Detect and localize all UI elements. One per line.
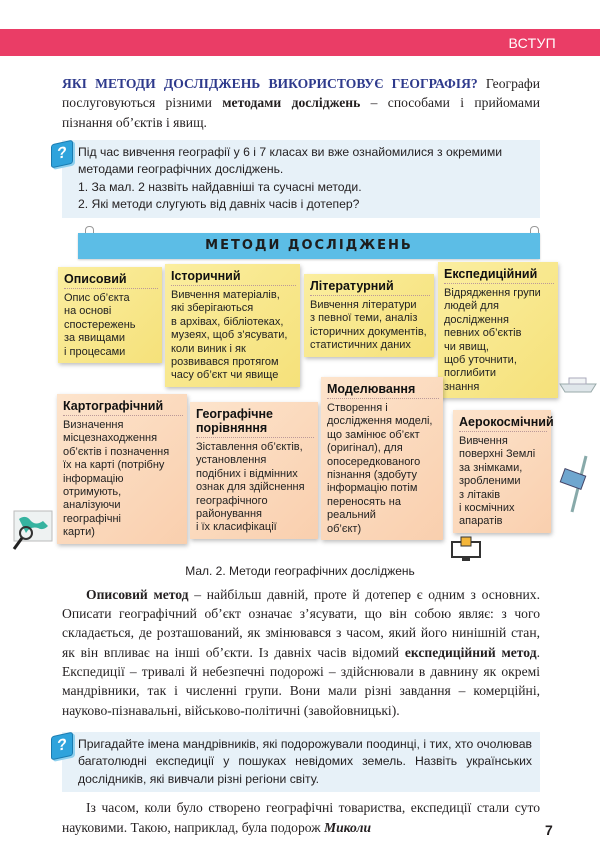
note-text: Визначення місцезнаходження об’єктів і позначення їх на карті (потрібну інформацію отримують, аналізуючи географічні карти) [63,418,170,539]
question-line: Під час вивчення географії у 6 і 7 класах ви вже ознайомилися з окремими методами географічних досліджень. [78,144,503,177]
note-modeling [321,377,443,540]
note-text: Зіставлення об’єктів, установлення подібних і відмінних ознак для здійснення географічного районування і їх класифікації [196,440,305,534]
question-icon: ? [51,140,73,169]
question-box-1 [57,140,540,218]
intro-text-end: – способами і прийомами пізнання об’єктів і явищ. [62,95,540,130]
note-title: Географічне порівняння [196,407,314,438]
note-title: Картографічний [63,399,183,416]
section-title: ВСТУП [508,35,556,51]
intro-paragraph [62,74,540,132]
question-text: Пригадайте імена мандрівників, які подорожували поодинці, і тих, хто очолював багатолюдні експедиції у пошуках невідомих земель. Назвіть українських дослідників, які вивчали різні регіони світу. [78,736,532,786]
page-content [57,74,554,837]
figure-banner: МЕТОДИ ДОСЛІДЖЕНЬ [78,233,540,259]
ship-icon [558,374,598,394]
question-line: 2. Які методи слугують від давніх часів і дотепер? [78,197,360,212]
person-name: Миколи [324,819,372,835]
note-historical [165,264,300,387]
page-number: 7 [545,822,553,838]
body-text: . Експедиції – тривалі й небезпечні подорожі – здійснювали в давнину як окремі мандрівники, так і численні групи. Вони мали різні завдання – комерційні, науково-пізнавальні, військово-політичні (завойовницькі). [62,644,540,718]
note-comparison [190,402,318,539]
body-paragraph-2 [62,798,540,837]
satellite-icon [558,454,594,514]
intro-term: методами досліджень [222,95,361,111]
note-title: Експедиційний [444,267,554,284]
note-cartographic [57,394,187,544]
figure-caption: Мал. 2. Методи географічних досліджень [185,563,415,578]
note-title: Історичний [171,269,296,286]
note-expedition [438,262,558,398]
question-box-2 [57,732,540,793]
computer-model-icon [450,536,482,562]
question-icon: ? [51,732,73,761]
note-title: Аерокосмічний [459,415,547,432]
term-descriptive-method: Описовий метод [86,586,189,602]
body-text: – найбільш давній, проте й дотепер є одним з основних. Описати географічний об’єкт означає з’ясувати, що він собою являє: з чого складається, де розташований, як змінювався з часом, який його нинішній стан, як він впливає на інші об’єкти. Із давніх часів відомий [62,586,540,660]
note-text: Створення і дослідження моделі, що замінює об’єкт (оригінал), для опосередкованого пізнання (здобуту інформацію потім переносять на реальний об’єкт) [327,401,433,535]
term-expedition-method: експедиційний метод [404,644,537,660]
note-text: Опис об’єкта на основі спостережень за явищами і процесами [64,291,136,358]
note-text: Вивчення літератури з певної теми, аналіз історичних документів, статистичних даних [310,298,427,352]
note-descriptive [58,267,162,363]
intro-text: Географи послуговуються різними [62,76,541,111]
note-text: Вивчення поверхні Землі за знімками, зробленими з літаків і космічних апаратів [459,434,536,528]
note-title: Літературний [310,279,430,296]
section-header-bar [0,29,600,56]
note-title: Описовий [64,272,158,289]
question-line: 1. За мал. 2 назвіть найдавніші та сучасні методи. [78,179,362,194]
body-text: Із часом, коли було створено географічні товариства, експедиції стали суто науковими. Такою, наприклад, була подорож [62,800,540,835]
map-magnifier-icon [10,509,54,553]
body-paragraph-1 [62,585,540,720]
section-heading: ЯКІ МЕТОДИ ДОСЛІДЖЕНЬ ВИКОРИСТОВУЄ ГЕОГРАФІЯ? [62,76,478,91]
note-text: Вивчення матеріалів, які зберігаються в архівах, бібліотеках, музеях, щоб з’ясувати, коли виник і як розвивався протягом часу об’єкт чи явище [171,288,288,382]
note-text: Відрядження групи людей для дослідження певних об’єктів чи явищ, щоб уточнити, поглибити знання [444,286,541,393]
note-aerospace [453,410,554,533]
note-literary [304,274,434,357]
figure-methods [0,224,600,582]
note-title: Моделювання [327,382,439,399]
